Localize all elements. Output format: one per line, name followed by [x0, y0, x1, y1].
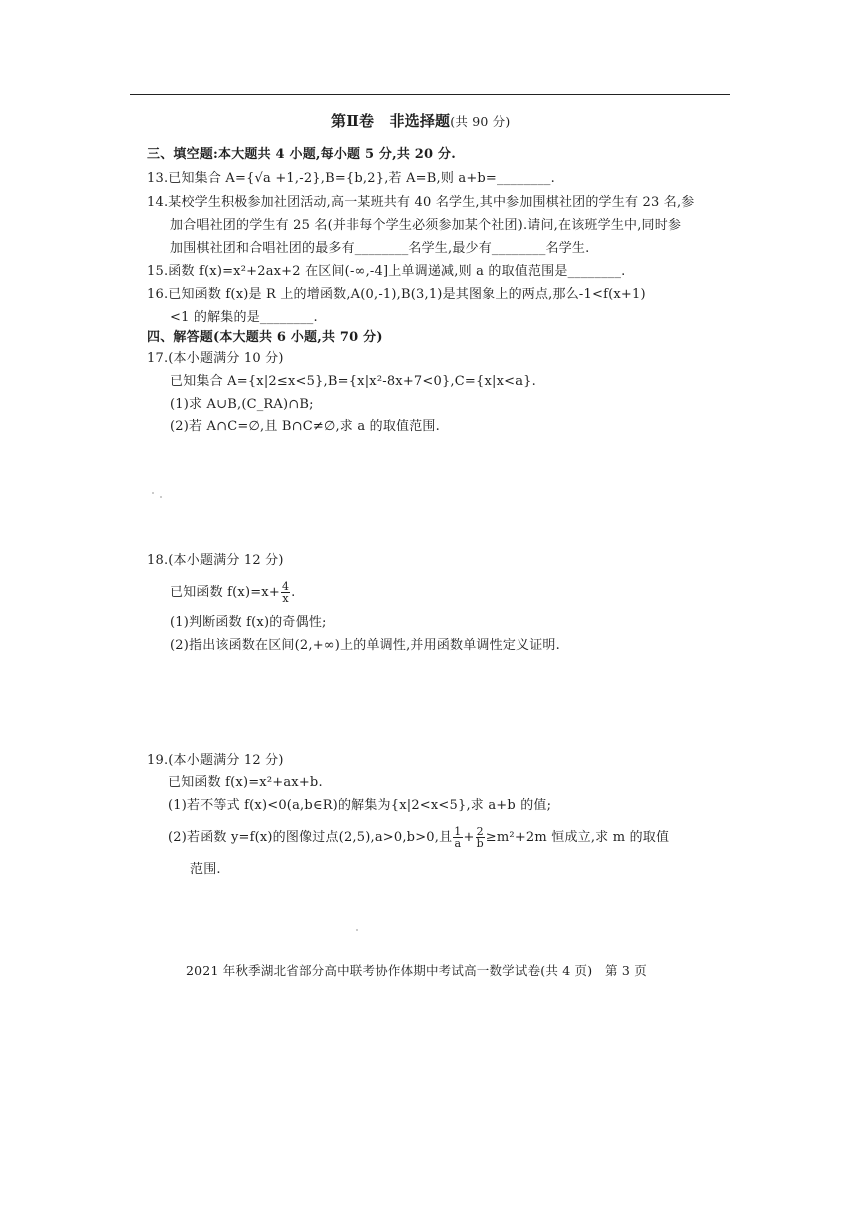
question-16-line-2: <1 的解集的是________. — [170, 310, 318, 325]
question-18-stem-prefix: 已知函数 f(x)=x+ — [170, 585, 280, 600]
fraction-denominator: x — [282, 592, 289, 605]
question-19-header: 19.(本小题满分 12 分) — [147, 753, 284, 768]
page-footer: 2021 年秋季湖北省部分高中联考协作体期中考试高一数学试卷(共 4 页) 第 3 页 — [186, 963, 647, 978]
question-17-part-1: (1)求 A∪B,(C_RA)∩B; — [170, 397, 314, 412]
scan-speck — [152, 492, 154, 494]
question-14-line-2: 加合唱社团的学生有 25 名(并非每个学生必须参加某个社团).请问,在该班学生中,同时参 — [170, 218, 682, 233]
part4-heading: 四、解答题(本大题共 6 小题,共 70 分) — [147, 330, 383, 345]
question-16-line-1: 16.已知函数 f(x)是 R 上的增函数,A(0,-1),B(3,1)是其图象上的两点,那么-1<f(x+1) — [147, 287, 646, 302]
question-19-part-2-continued: 范围. — [190, 862, 221, 877]
question-17-part-2: (2)若 A∩C=∅,且 B∩C≠∅,求 a 的取值范围. — [170, 419, 440, 434]
question-19-part-2 — [168, 823, 669, 853]
question-19-stem: 已知函数 f(x)=x²+ax+b. — [168, 775, 323, 790]
question-15: 15.函数 f(x)=x²+2ax+2 在区间(-∞,-4]上单调递减,则 a 的取值范围是________. — [147, 264, 626, 279]
section-title-sub: (共 90 分) — [450, 114, 511, 129]
question-17-stem: 已知集合 A={x|2≤x<5},B={x|x²-8x+7<0},C={x|x<a}. — [170, 374, 536, 389]
fraction-denominator: a — [454, 837, 462, 850]
fraction-numerator: 2 — [476, 825, 484, 838]
plus-sign: + — [463, 830, 475, 845]
fraction-denominator: b — [476, 837, 484, 850]
question-13: 13.已知集合 A={√a +1,-2},B={b,2},若 A=B,则 a+b=________. — [147, 171, 555, 186]
scan-speck — [160, 496, 162, 498]
scan-speck — [356, 929, 358, 931]
question-18-stem — [170, 578, 295, 608]
question-18-part-2: (2)指出该函数在区间(2,+∞)上的单调性,并用函数单调性定义证明. — [170, 638, 560, 653]
question-19-part-2-prefix: (2)若函数 y=f(x)的图像过点(2,5),a>0,b>0,且 — [168, 830, 453, 845]
section-title — [331, 112, 510, 131]
fraction-1-over-a — [453, 826, 462, 849]
question-19-part-2-suffix: ≥m²+2m 恒成立,求 m 的取值 — [485, 830, 670, 845]
question-14-line-3: 加围棋社团和合唱社团的最多有________名学生,最少有________名学生. — [170, 241, 590, 256]
question-18-part-1: (1)判断函数 f(x)的奇偶性; — [170, 615, 327, 630]
fraction-numerator: 4 — [281, 580, 290, 593]
fraction-numerator: 1 — [454, 825, 462, 838]
question-17-header: 17.(本小题满分 10 分) — [147, 351, 284, 366]
question-14-line-1: 14.某校学生积极参加社团活动,高一某班共有 40 名学生,其中参加围棋社团的学生有 23 名,参 — [147, 195, 695, 210]
question-18-stem-suffix: . — [291, 585, 296, 600]
top-rule — [130, 94, 730, 95]
fraction-4-over-x — [281, 581, 290, 604]
fraction-2-over-b — [476, 826, 485, 849]
section-title-main: 第Ⅱ卷 非选择题 — [331, 112, 451, 130]
part3-heading: 三、填空题:本大题共 4 小题,每小题 5 分,共 20 分. — [147, 147, 456, 162]
question-19-part-1: (1)若不等式 f(x)<0(a,b∈R)的解集为{x|2<x<5},求 a+b 的值; — [168, 798, 552, 813]
question-18-header: 18.(本小题满分 12 分) — [147, 553, 284, 568]
